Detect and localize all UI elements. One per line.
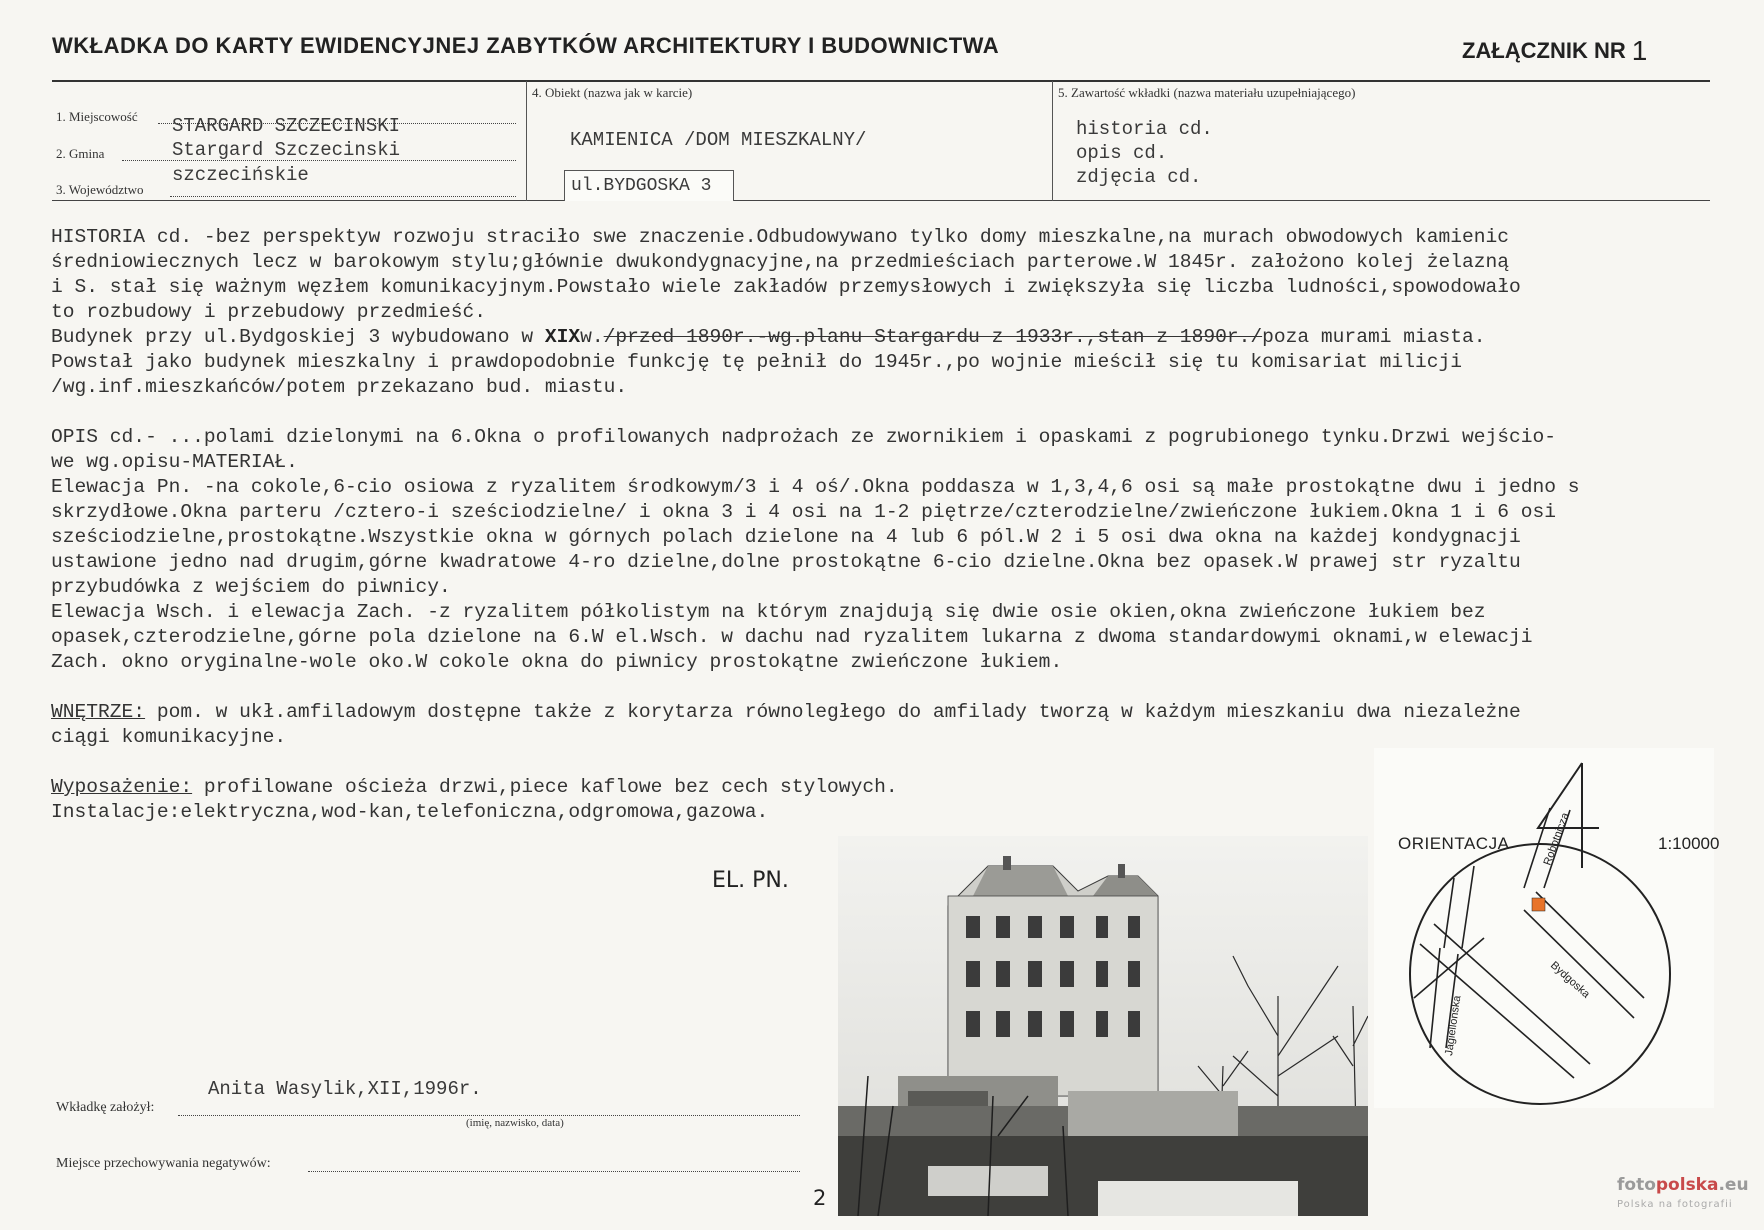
budynek-mid: w. — [580, 326, 604, 348]
author-hint: (imię, nazwisko, data) — [466, 1117, 564, 1129]
building-photo — [838, 836, 1368, 1216]
column-divider-2 — [1052, 81, 1053, 201]
page-number: 2 — [813, 1186, 827, 1210]
opis-line: we wg.opisu-MATERIAŁ. — [51, 451, 298, 473]
map-scale: 1:10000 — [1658, 834, 1720, 853]
budynek-line: /wg.inf.mieszkańców/potem przekazano bud. miastu. — [51, 376, 628, 398]
author-label: Wkładkę założył: — [56, 1100, 155, 1115]
opis-line: opasek,czterodzielne,górne pola dzielone na 6.W el.Wsch. w dachu nad ryzalitem lukarna z dwoma standardowymi oknami,w elewacji — [51, 626, 1533, 648]
budynek-century: XIX — [544, 326, 581, 348]
locality-label: 1. Miejscowość — [56, 109, 138, 124]
contents-item: opis cd. — [1076, 142, 1168, 164]
fields-bottom-rule — [52, 200, 1710, 201]
attachment-number: 1 — [1631, 35, 1648, 66]
blank-line — [51, 675, 1751, 700]
opis-line: Elewacja Pn. -na cokole,6-cio osiowa z ryzalitem środkowym/3 i 4 oś/.Okna poddasza w 1,3,4,6 osi są małe prostokątne dwu i jedno s — [51, 476, 1580, 498]
historia-line: to rozbudowy i przebudowy przedmieść. — [51, 301, 487, 323]
object-value: KAMIENICA /DOM MIESZKALNY/ — [570, 129, 867, 151]
historia-line: HISTORIA cd. -bez perspektyw rozwoju straciło swe znaczenie.Odbudowywano tylko domy mieszkalne,na murach obwodowych kamienic — [51, 226, 1510, 248]
historia-line: i S. stał się ważnym węzłem komunikacyjnym.Powstało wiele zakładów przemysłowych i zwiększyła się liczba ludności,spowodowało — [51, 276, 1521, 298]
opis-line: Elewacja Wsch. i elewacja Zach. -z ryzalitem półkolistym na którym znajdują się dwie osie okien,okna zwieńczone łukiem bez — [51, 601, 1486, 623]
budynek-post: poza murami miasta. — [1262, 326, 1486, 348]
wyposazenie-text: profilowane ościeża drzwi,piece kaflowe bez cech stylowych. — [192, 776, 898, 798]
watermark-brand-a: foto — [1617, 1175, 1656, 1195]
document-title: WKŁADKA DO KARTY EWIDENCYJNEJ ZABYTKÓW ARCHITEKTURY I BUDOWNICTWA — [52, 33, 1000, 58]
opis-line: Zach. okno oryginalne-wole oko.W cokole okna do piwnicy prostokątne zwieńczone łukiem. — [51, 651, 1063, 673]
opis-line: ustawione jedno nad drugim,górne kwadratowe 4-ro dzielne,dolne prostokątne 6-cio dzielne.Okna bez opasek.W prawej str ryzaltu — [51, 551, 1521, 573]
wyposazenie-label: Wyposażenie: — [51, 776, 193, 798]
instalacje-line: Instalacje:elektryczna,wod-kan,telefoniczna,odgromowa,gazowa. — [51, 801, 769, 823]
contents-item: zdjęcia cd. — [1076, 166, 1202, 188]
author-value: Anita Wasylik,XII,1996r. — [208, 1078, 482, 1100]
orientation-map-drawing — [1374, 748, 1714, 1108]
wnetrze-text: pom. w ukł.amfiladowym dostępne także z korytarza równoległego do amfilady tworzą w każdym mieszkaniu dwa niezależne — [145, 701, 1521, 723]
address-value: ul.BYDGOSKA 3 — [571, 176, 712, 196]
budynek-line: Powstał jako budynek mieszkalny i prawdopodobnie funkcję tę pełnił do 1945r.,po wojnie mieścił się tu komisariat milicji — [51, 351, 1462, 373]
budynek-struck: /przed 1890r.-wg.planu Stargardu z 1933r.,stan z 1890r./ — [603, 326, 1263, 348]
budynek-pre: Budynek przy ul.Bydgoskiej 3 wybudowano w — [51, 326, 545, 348]
street-label: Jagiellońska — [1443, 994, 1464, 1057]
historia-line: średniowiecznych lecz w barokowym stylu;głównie dwukondygnacyjne,na przedmieściach parterowe.W 1845r. założono kolej żelazną — [51, 251, 1510, 273]
budynek-line — [51, 325, 1751, 350]
street-label: Bydgoska — [1547, 959, 1592, 1001]
watermark-tagline: Polska na fotografii — [1617, 1199, 1733, 1210]
negatives-label: Miejsce przechowywania negatywów: — [56, 1156, 271, 1171]
watermark-brand-b: polska — [1655, 1175, 1719, 1195]
header-rule — [52, 80, 1710, 82]
watermark-brand — [1617, 1175, 1749, 1195]
voivodeship-label: 3. Województwo — [56, 182, 144, 197]
map-title: ORIENTACJA — [1398, 834, 1510, 853]
municipality-label: 2. Gmina — [56, 146, 105, 161]
building-photo-image — [838, 836, 1368, 1216]
negatives-dotted-line — [308, 1170, 800, 1172]
attachment-label — [1462, 33, 1647, 65]
author-dotted-line — [178, 1114, 800, 1116]
object-label: 4. Obiekt (nazwa jak w karcie) — [532, 85, 693, 100]
street-label: Robotnicza — [1541, 811, 1572, 868]
building-marker — [1532, 898, 1545, 911]
body-text — [51, 225, 1751, 825]
wnetrze-line — [51, 700, 1751, 725]
attachment-label-text: ZAŁĄCZNIK NR — [1462, 38, 1626, 63]
opis-line: skrzydłowe.Okna parteru /cztero-i sześciodzielne/ i okna 3 i 4 osi na 1-2 piętrze/czterodzielne/zwieńczone łukiem.Okna 1 i 6 osi — [51, 501, 1557, 523]
orientation-map — [1374, 748, 1720, 1108]
opis-line: OPIS cd.- ...polami dzielonymi na 6.Okna o profilowanych nadprożach ze zwornikiem i opaskami z pogrubionego tynku.Drzwi wejścio- — [51, 426, 1557, 448]
contents-label: 5. Zawartość wkładki (nazwa materiału uzupełniającego) — [1058, 85, 1356, 100]
wnetrze-line: ciągi komunikacyjne. — [51, 726, 287, 748]
opis-line: przybudówka z wejściem do piwnicy. — [51, 576, 451, 598]
blank-line — [51, 400, 1751, 425]
wnetrze-label: WNĘTRZE: — [51, 701, 146, 723]
opis-line: sześciodzielne,prostokątne.Wszystkie okna w górnych polach dzielone na 4 lub 6 pól.W 2 i 5 osi dwa okna na każdej kondygnacji — [51, 526, 1521, 548]
photo-caption: EL. PN. — [712, 868, 789, 893]
column-divider-1 — [526, 81, 527, 201]
voivodeship-dotted-line — [170, 195, 516, 197]
watermark-brand-c: .eu — [1718, 1175, 1749, 1195]
voivodeship-value: szczecińskie — [172, 164, 309, 186]
contents-item: historia cd. — [1076, 118, 1213, 140]
locality-value: STARGARD SZCZECINSKI — [172, 115, 401, 137]
municipality-value: Stargard Szczecinski — [172, 139, 401, 161]
